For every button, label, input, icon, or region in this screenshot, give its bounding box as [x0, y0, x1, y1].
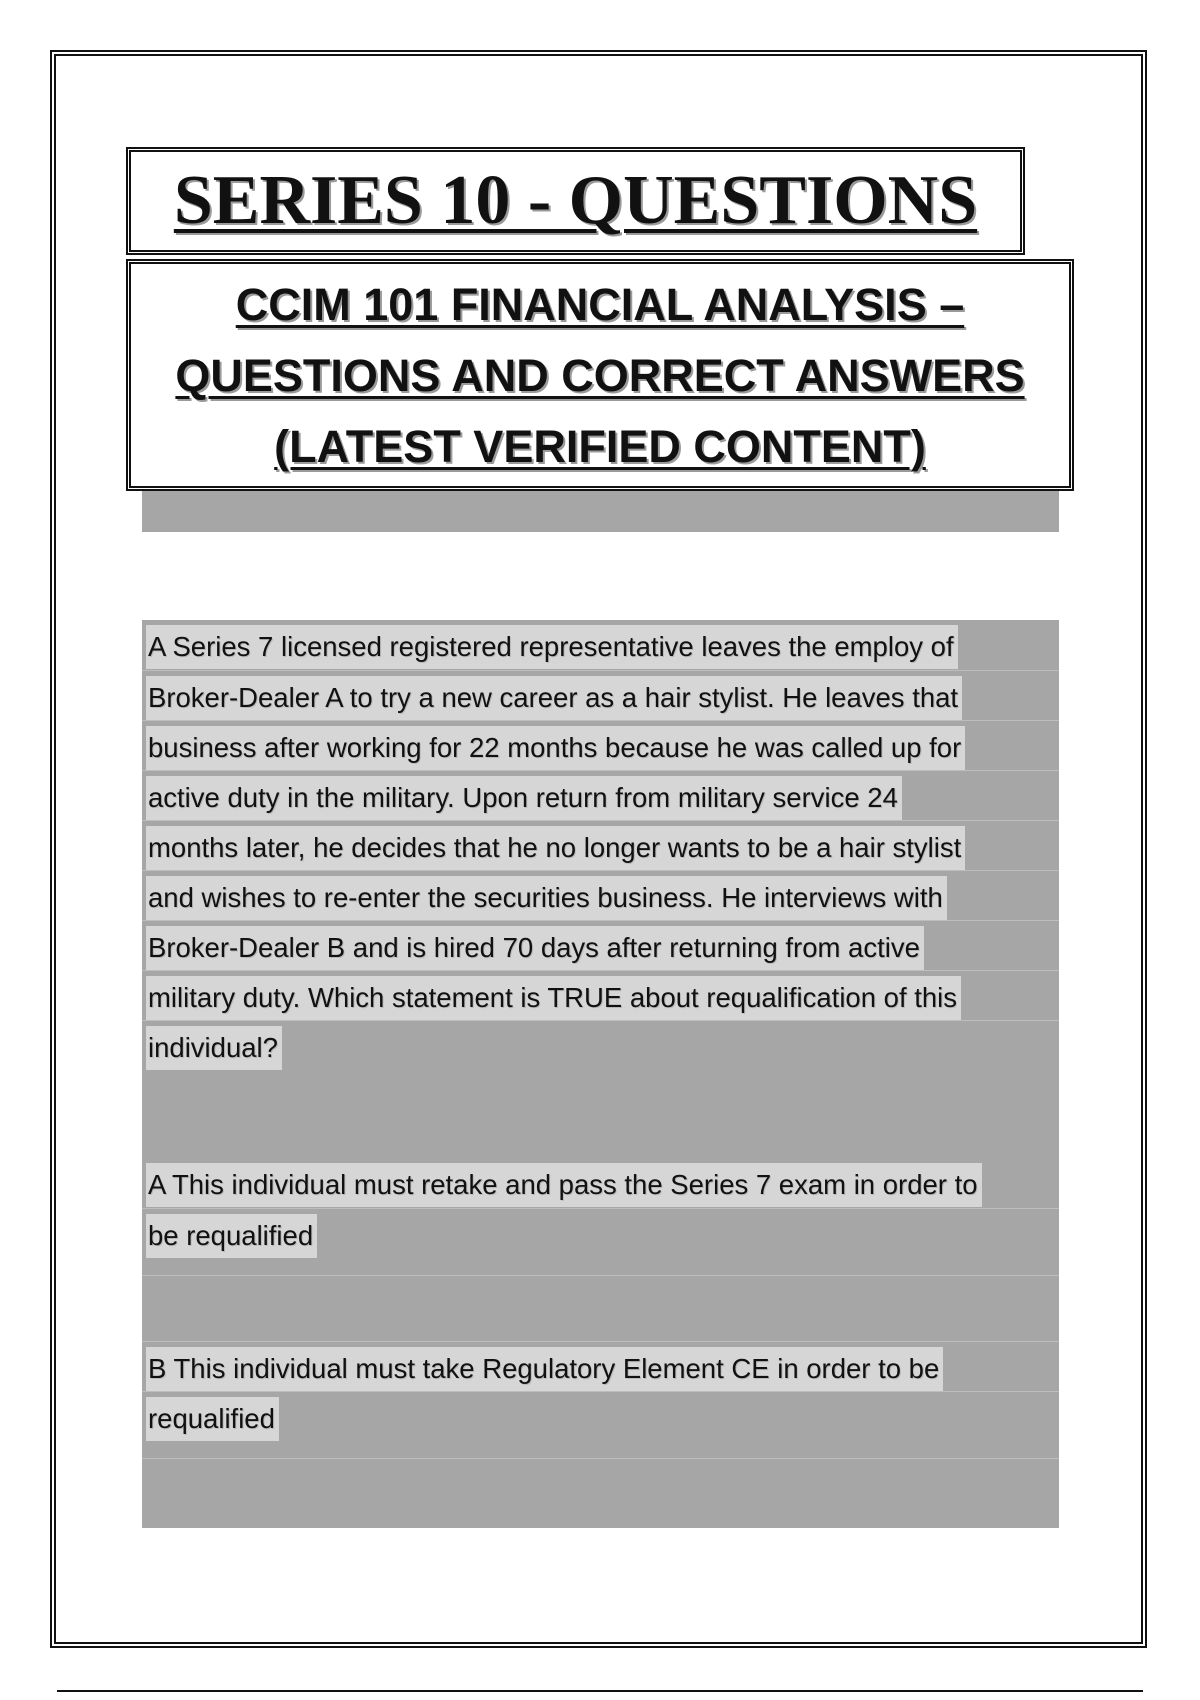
- question-stem-line: [142, 770, 1059, 820]
- question-stem-text: and wishes to re-enter the securities business. He interviews with: [146, 876, 947, 920]
- option-b-text: B This individual must take Regulatory Element CE in order to be: [146, 1347, 943, 1391]
- question-stem-line: [142, 720, 1059, 770]
- option-a-line: [142, 1158, 1059, 1208]
- subtitle-line-2: QUESTIONS AND CORRECT ANSWERS: [175, 349, 1025, 401]
- question-stem-text: A Series 7 licensed registered representative leaves the employ of: [146, 625, 958, 669]
- question-stem-line: [142, 970, 1059, 1020]
- question-stem-line: [142, 870, 1059, 920]
- option-a-line: [142, 1208, 1059, 1258]
- question-stem-text: active duty in the military. Upon return from military service 24: [146, 776, 902, 820]
- question-stem-text: business after working for 22 months because he was called up for: [146, 726, 965, 770]
- spacer-line: [142, 1458, 1059, 1528]
- series-title-box: [126, 147, 1025, 255]
- question-stem-text: months later, he decides that he no longer wants to be a hair stylist: [146, 826, 965, 870]
- question-stem-line: [142, 920, 1059, 970]
- option-b-line: [142, 1341, 1059, 1391]
- option-b-line: [142, 1391, 1059, 1441]
- question-stem-text: Broker-Dealer A to try a new career as a hair stylist. He leaves that: [146, 676, 962, 720]
- question-stem-text: military duty. Which statement is TRUE about requalification of this: [146, 976, 961, 1020]
- footer-divider: [57, 1690, 1143, 1692]
- spacer-line: [142, 1275, 1059, 1341]
- subtitle-line-3: (LATEST VERIFIED CONTENT): [274, 420, 926, 472]
- question-stem-line: [142, 620, 1059, 670]
- question-stem-line: [142, 820, 1059, 870]
- option-b-text: requalified: [146, 1397, 279, 1441]
- question-stem-text: individual?: [146, 1026, 282, 1070]
- subtitle-line-1: CCIM 101 FINANCIAL ANALYSIS –: [235, 278, 965, 330]
- question-block: [142, 620, 1059, 1528]
- question-stem-line: [142, 670, 1059, 720]
- question-stem-line: [142, 1020, 1059, 1070]
- option-a-text: A This individual must retake and pass the Series 7 exam in order to: [146, 1163, 982, 1207]
- series-title: SERIES 10 - QUESTIONS: [173, 162, 978, 239]
- option-a-text: be requalified: [146, 1214, 317, 1258]
- question-stem-text: Broker-Dealer B and is hired 70 days after returning from active: [146, 926, 924, 970]
- subtitle-box: [126, 259, 1074, 491]
